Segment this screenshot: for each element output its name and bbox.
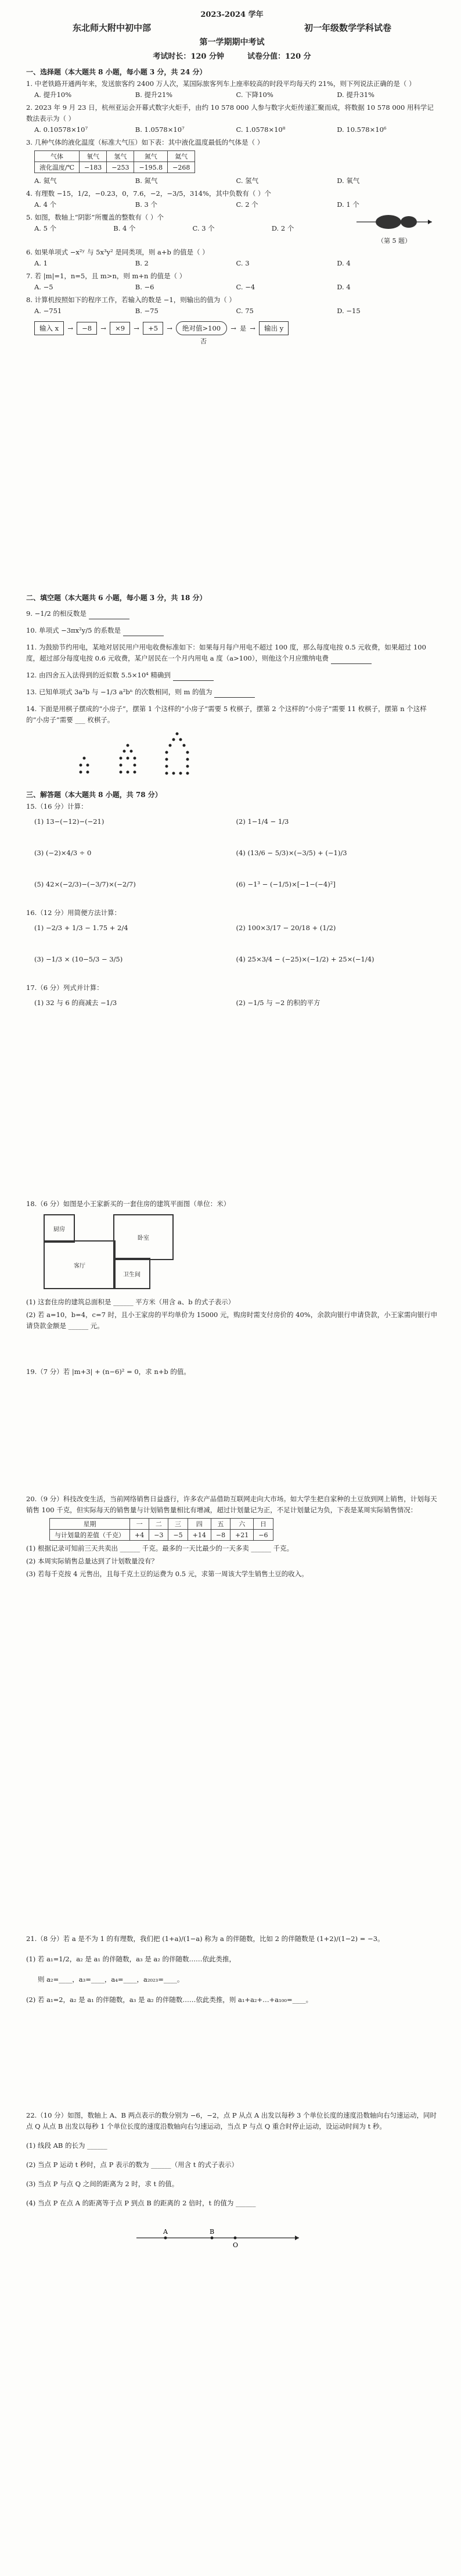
option: B. 氮气 bbox=[135, 177, 158, 185]
option: A. 5 个 bbox=[34, 224, 57, 232]
table-cell: 氦气 bbox=[168, 151, 195, 162]
course-title: 初一年级数学学科试卷 bbox=[304, 23, 391, 33]
point-a-label: A bbox=[163, 2228, 168, 2236]
option: D. −15 bbox=[337, 307, 361, 315]
question-20-3: (3) 若每千克按 4 元售出，且每千克土豆的运费为 0.5 元，求第一周该大学生销售土豆的收入。 bbox=[26, 1570, 308, 1578]
option: C. 75 bbox=[236, 307, 254, 315]
question-15: 15.（16 分）计算： bbox=[26, 802, 88, 810]
school-year: 2023-2024 学年 bbox=[200, 10, 264, 19]
question-18-1: (1) 这套住房的建筑总面积是 ______ 平方米（用含 a、b 的式子表示） bbox=[26, 1298, 235, 1306]
table-cell: +14 bbox=[188, 1530, 211, 1541]
answer-blank bbox=[123, 629, 164, 636]
question-6: 6. 如果单项式 −x²ʸ 与 5x³y² 是同类项，则 a+b 的值是（ ） bbox=[26, 248, 209, 256]
calc-item: (4) 25×3/4 − (−25)×(−1/2) + 25×(−1/4) bbox=[236, 955, 374, 963]
calc-item: (4) (13/6 − 5/3)×(−3/5) + (−1)/3 bbox=[236, 849, 347, 857]
flow-input: 输入 x bbox=[34, 321, 64, 335]
option: B. 3 个 bbox=[135, 200, 157, 209]
question-21-2: 则 a₂=____，a₃=____，a₄=____，a₂₀₂₃=____。 bbox=[38, 1975, 184, 1983]
calc-item: (3) −1/3 × (10−5/3 − 3/5) bbox=[34, 955, 123, 963]
option: A. −5 bbox=[34, 283, 53, 291]
table-cell: 氢气 bbox=[107, 151, 134, 162]
option: A. 0.10578×10⁷ bbox=[34, 125, 88, 134]
calc-item: (5) 42×(−2/3)−(−3/7)×(−2/7) bbox=[34, 880, 136, 888]
question-13: 13. 已知单项式 3a²b 与 −1/3 a²bⁿ 的次数相同，则 m 的值为 bbox=[26, 688, 213, 696]
question-14: 14. 下面是用棋子摆成的“小房子”，摆第 1 个这样的“小房子”需要 5 枚棋子，摆第 2 个这样的“小房子”需要 11 枚棋子，摆第 n 个这样的“小房子”需要 ___ 枚棋子。 bbox=[26, 705, 427, 724]
options-8 bbox=[26, 306, 438, 317]
question-18-2: (2) 若 a=10，b=4，c=7 时，且小王家房的平均单价为 15000 元，购房时需支付房价的 40%，余款向银行申请贷款，小王家需向银行申请贷款金额是 ______ 元。 bbox=[26, 1311, 438, 1330]
question-18: 18.（6 分）如图是小王家新买的一套住房的建筑平面图（单位：米） bbox=[26, 1200, 230, 1208]
table-cell: 气体 bbox=[35, 151, 80, 162]
question-1: 1. 中老铁路开通两年来，发送旅客约 2400 万人次，某国际旅客列车上座率较高的时段平均每天约 21%，则下列说法正确的是（ ） bbox=[26, 80, 416, 88]
options-6 bbox=[26, 258, 438, 269]
exam-title: 第一学期期中考试 bbox=[199, 38, 265, 47]
sheet-4 bbox=[0, 1792, 461, 2576]
question-21-3: (2) 若 a₁=2，a₂ 是 a₁ 的伴随数，a₃ 是 a₂ 的伴随数……依此类推，则 a₁+a₂+…+a₁₀₀=____。 bbox=[26, 1996, 313, 2004]
option: C. 下降10% bbox=[236, 91, 273, 99]
option: B. −75 bbox=[135, 307, 159, 315]
section-title: 二、填空题（本大题共 6 小题，每小题 3 分，共 18 分） bbox=[26, 594, 207, 602]
flow-step: ×9 bbox=[110, 322, 130, 335]
question-12: 12. 由四舍五入法得到的近似数 5.5×10⁴ 精确到 bbox=[26, 671, 171, 679]
option: D. 1 个 bbox=[337, 200, 359, 209]
table-cell: 六 bbox=[230, 1519, 254, 1530]
flow-no-label: 否 bbox=[200, 338, 207, 345]
calc-item: (6) −1³ − (−1/5)×[−1−(−4)²] bbox=[236, 880, 336, 888]
origin-label: O bbox=[233, 2241, 239, 2249]
question-20-1: (1) 根据记录可知前三天共卖出 ______ 千克。最多的一天比最少的一天多卖 ______ 千克。 bbox=[26, 1544, 294, 1552]
calc-item: (3) (−2)×4/3 ÷ 0 bbox=[34, 849, 92, 857]
flow-output: 输出 y bbox=[259, 321, 289, 335]
options-2 bbox=[26, 124, 438, 135]
question-11: 11. 为鼓励节约用电，某地对居民用户用电收费标准如下：如果每月每户用电不超过 100 度，那么每度电按 0.5 元收费，如果超过 100 度，超过部分每度电按 0.6 元收费，某户居民在一个月内用电 a 度（a>100），则他这个月应缴纳电费 bbox=[26, 643, 426, 662]
question-20: 20.（9 分）科技改变生活，当前网络销售日益盛行，许多农产品借助互联网走向大市场。如大学生把自家种的土豆放到网上销售，计划每天销售 100 千克，但实际每天的销售量与计划销售量相比有增减，超过计划量记为正，不足计划量记为负，下表是某周实际销售情况： bbox=[26, 1495, 437, 1514]
gas-table bbox=[34, 150, 195, 173]
table-cell: +21 bbox=[230, 1530, 254, 1541]
q16-items bbox=[26, 922, 438, 965]
calc-item: (2) 1−1/4 − 1/3 bbox=[236, 817, 289, 826]
options-4 bbox=[26, 199, 438, 210]
option: C. 2 个 bbox=[236, 200, 258, 209]
option: D. 氧气 bbox=[337, 177, 360, 185]
flow-step: +5 bbox=[143, 322, 163, 335]
question-4: 4. 有理数 −15，1/2，−0.23，0，7.6，−2，−3/5，314%，其中负数有（ ）个 bbox=[26, 189, 272, 198]
question-21: 21.（8 分）若 a 是不为 1 的有理数，我们把 (1+a)/(1−a) 称为 a 的伴随数，比如 2 的伴随数是 (1+2)/(1−2) = −3。 bbox=[26, 1935, 384, 1943]
arrow-icon: → bbox=[250, 324, 255, 332]
question-8: 8. 计算机按照如下的程序工作，若输入的数是 −1，则输出的值为（ ） bbox=[26, 296, 236, 304]
option: D. 提升31% bbox=[337, 91, 374, 99]
calc-item: (2) 100×3/17 − 20/18 + (1/2) bbox=[236, 924, 336, 932]
option: A. 4 个 bbox=[34, 200, 57, 209]
table-cell: −8 bbox=[211, 1530, 230, 1541]
calc-item: (1) 32 与 6 的商减去 −1/3 bbox=[34, 999, 117, 1007]
table-cell: 五 bbox=[211, 1519, 230, 1530]
calc-item: (1) −2/3 + 1/3 − 1.75 + 2/4 bbox=[34, 924, 128, 932]
question-22-3: (3) 当点 P 与点 Q 之间的距离为 2 时，求 t 的值。 bbox=[26, 2180, 179, 2188]
exam-score: 试卷分值：120 分 bbox=[247, 52, 311, 61]
house-3-figure bbox=[160, 729, 195, 781]
room-living: 客厅 bbox=[44, 1240, 116, 1289]
question-2: 2. 2023 年 9 月 23 日，杭州亚运会开幕式数字火炬手，由约 10 578 000 人参与数字火炬传递汇聚而成，将数据 10 578 000 用科学记数法表示为（ ） bbox=[26, 103, 434, 123]
option: C. −4 bbox=[236, 283, 255, 291]
arrow-icon: → bbox=[100, 324, 106, 332]
table-cell: −6 bbox=[254, 1530, 273, 1541]
table-cell: −268 bbox=[168, 162, 195, 173]
option: C. 3 个 bbox=[192, 224, 215, 232]
number-line-figure bbox=[354, 210, 435, 234]
option: D. 10.578×10⁶ bbox=[337, 125, 387, 134]
question-7: 7. 若 |m|=1，n=5，且 m>n，则 m+n 的值是（ ） bbox=[26, 272, 186, 280]
section-title: 一、选择题（本大题共 8 小题，每小题 3 分，共 24 分） bbox=[26, 68, 207, 76]
question-5: 5. 如图，数轴上“阴影”所覆盖的整数有（ ）个 bbox=[26, 213, 164, 221]
option: B. 提升21% bbox=[135, 91, 173, 99]
option: B. 2 bbox=[135, 259, 149, 267]
figure-caption: （第 5 题） bbox=[377, 237, 411, 245]
flow-decision: 绝对值>100 bbox=[176, 321, 227, 335]
option: A. 提升10% bbox=[34, 91, 72, 99]
question-20-2: (2) 本周实际销售总量达到了计划数量没有？ bbox=[26, 1557, 158, 1565]
option: C. 氢气 bbox=[236, 177, 259, 185]
flow-yes-label: 是 bbox=[240, 325, 247, 332]
question-10: 10. 单项式 −3πx²y/5 的系数是 bbox=[26, 626, 121, 634]
answer-blank bbox=[214, 690, 255, 698]
table-cell: 一 bbox=[130, 1519, 149, 1530]
chess-houses-figure bbox=[73, 729, 438, 781]
sheet-3 bbox=[0, 1115, 461, 1792]
question-9: 9. −1/2 的相反数是 bbox=[26, 609, 87, 618]
table-cell: −3 bbox=[149, 1530, 168, 1541]
school-name: 东北师大附中初中部 bbox=[73, 23, 152, 33]
table-cell: −195.8 bbox=[134, 162, 168, 173]
arrow-icon: → bbox=[134, 324, 139, 332]
arrow-icon: → bbox=[230, 324, 236, 332]
table-cell: 氧气 bbox=[80, 151, 107, 162]
table-cell: −183 bbox=[80, 162, 107, 173]
table-cell: 星期 bbox=[50, 1519, 130, 1530]
house-2-figure bbox=[113, 741, 142, 781]
calc-item: (1) 13−(−12)−(−21) bbox=[34, 817, 105, 826]
room-bedroom: 卧室 bbox=[113, 1214, 174, 1260]
table-cell: 氮气 bbox=[134, 151, 168, 162]
room-bathroom: 卫生间 bbox=[113, 1258, 150, 1289]
table-cell: 三 bbox=[168, 1519, 188, 1530]
q17-items bbox=[26, 997, 438, 1009]
option: A. 氦气 bbox=[34, 177, 57, 185]
question-19: 19.（7 分）若 |m+3| + (n−6)² = 0，求 n+b 的值。 bbox=[26, 1368, 190, 1376]
question-22-2: (2) 当点 P 运动 t 秒时，点 P 表示的数为 ______（用含 t 的式子表示） bbox=[26, 2161, 239, 2169]
options-5 bbox=[26, 223, 351, 234]
table-cell: 液化温度/℃ bbox=[35, 162, 80, 173]
sheet-2 bbox=[0, 511, 461, 1115]
option: B. 4 个 bbox=[113, 224, 136, 232]
flow-step: −8 bbox=[77, 322, 97, 335]
option: D. 4 bbox=[337, 283, 351, 291]
table-cell: 与计划量的差值（千克） bbox=[50, 1530, 130, 1541]
option: D. 2 个 bbox=[271, 224, 294, 232]
question-17: 17.（6 分）列式并计算： bbox=[26, 984, 103, 992]
question-22: 22.（10 分）如图，数轴上 A、B 两点表示的数分别为 −6，−2，点 P 从点 A 出发以每秒 3 个单位长度的速度沿数轴向右匀速运动，同时点 Q 从点 B 出发以每秒 1 个单位长度的速度沿数轴向右匀速运动，当点 P 与点 Q 重合时停止运动，设运动时间为 t 秒。 bbox=[26, 2111, 437, 2130]
table-cell: −5 bbox=[168, 1530, 188, 1541]
option: A. −751 bbox=[34, 307, 62, 315]
option: A. 1 bbox=[34, 259, 48, 267]
question-22-1: (1) 线段 AB 的长为 ______ bbox=[26, 2141, 107, 2150]
calc-item: (2) −1/5 与 −2 的积的平方 bbox=[236, 999, 320, 1007]
question-16: 16.（12 分）用简便方法计算： bbox=[26, 909, 121, 917]
table-cell: 日 bbox=[254, 1519, 273, 1530]
sheet-1 bbox=[0, 0, 461, 511]
table-cell: −253 bbox=[107, 162, 134, 173]
options-1 bbox=[26, 89, 438, 101]
question-22-4: (4) 当点 P 在点 A 的距离等于点 P 到点 B 的距离的 2 倍时，t 的值为 ______ bbox=[26, 2199, 256, 2207]
option: C. 3 bbox=[236, 259, 250, 267]
arrow-icon: → bbox=[67, 324, 73, 332]
answer-blank bbox=[331, 656, 372, 664]
house-1-figure bbox=[73, 752, 96, 781]
floor-plan-figure bbox=[44, 1214, 183, 1290]
section-title: 三、解答题（本大题共 8 小题，共 78 分） bbox=[26, 791, 162, 799]
point-b-label: B bbox=[210, 2228, 215, 2236]
program-flowchart bbox=[34, 321, 438, 335]
q15-items bbox=[26, 816, 438, 890]
arrow-icon: → bbox=[167, 324, 172, 332]
option: D. 4 bbox=[337, 259, 351, 267]
table-cell: +4 bbox=[130, 1530, 149, 1541]
table-cell: 二 bbox=[149, 1519, 168, 1530]
number-line-ab-figure bbox=[131, 2226, 305, 2249]
table-cell: 四 bbox=[188, 1519, 211, 1530]
answer-blank bbox=[173, 673, 214, 681]
room-kitchen: 厨房 bbox=[44, 1214, 75, 1243]
options-3 bbox=[26, 175, 438, 186]
option: C. 1.0578×10⁸ bbox=[236, 125, 286, 134]
option: B. −6 bbox=[135, 283, 154, 291]
options-7 bbox=[26, 282, 438, 293]
question-21-1: (1) 若 a₁=1/2，a₂ 是 a₁ 的伴随数，a₃ 是 a₂ 的伴随数……依此类推， bbox=[26, 1955, 236, 1963]
question-3: 3. 几种气体的液化温度（标准大气压）如下表：其中液化温度最低的气体是（ ） bbox=[26, 138, 264, 146]
option: B. 1.0578×10⁷ bbox=[135, 125, 185, 134]
sales-table bbox=[49, 1518, 273, 1541]
answer-blank bbox=[89, 612, 129, 619]
exam-duration: 考试时长：120 分钟 bbox=[153, 52, 224, 61]
